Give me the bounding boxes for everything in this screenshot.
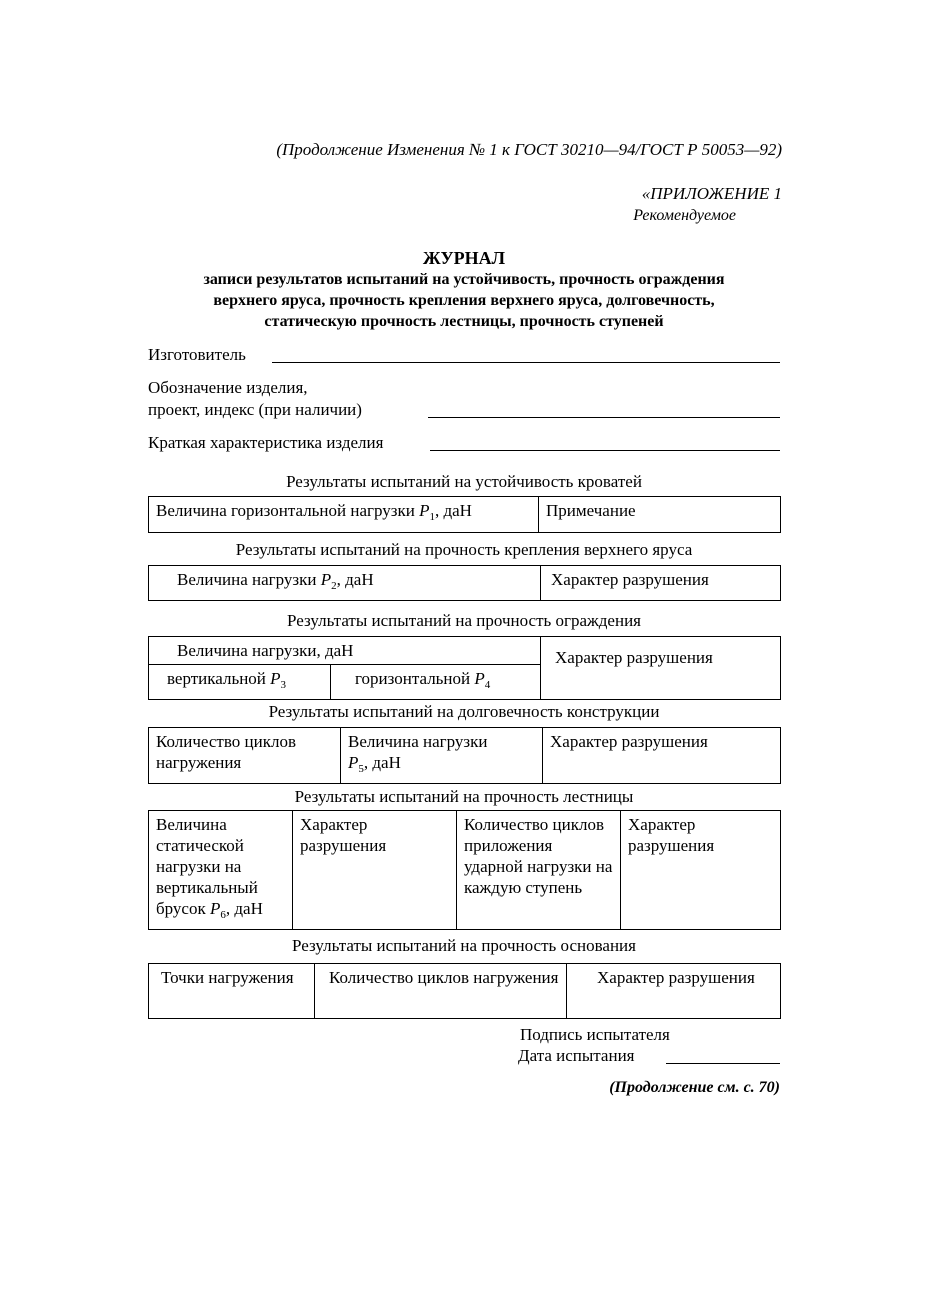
stability-table [148,496,781,533]
ladder-failure-header-2: Характер разрушения [621,811,781,930]
base-section-title: Результаты испытаний на прочность основания [292,936,636,955]
guard-table [148,636,781,700]
recommended-label: Рекомендуемое [633,207,736,224]
durability-cycles-header: Количество циклов нагружения [149,728,341,784]
designation-label-line1: Обозначение изделия, [148,378,308,397]
guard-horizontal-header: горизонтальной $P_4$ [331,665,541,700]
guard-section-title: Результаты испытаний на прочность ограждения [287,611,641,630]
appendix-label: «ПРИЛОЖЕНИЕ 1 [641,184,782,203]
ladder-impact-cycles-header: Количество циклов приложения ударной нагрузки на каждую ступень [457,811,621,930]
designation-line [428,417,780,418]
brief-line [430,450,780,451]
manufacturer-label: Изготовитель [148,345,246,364]
guard-failure-header: Характер разрушения [541,637,781,700]
date-label: Дата испытания [518,1046,635,1065]
guard-vertical-header: вертикальной $P_3$ [149,665,331,700]
designation-label-line2: проект, индекс (при наличии) [148,400,362,419]
signature-label: Подпись испытателя [520,1025,670,1044]
continuation-footer: (Продолжение см. с. 70) [609,1079,780,1096]
durability-failure-header: Характер разрушения [543,728,781,784]
base-table [148,963,781,1019]
upper-fix-section-title: Результаты испытаний на прочность крепления верхнего яруса [235,540,693,559]
manufacturer-line [272,362,780,363]
upper-fix-failure-header: Характер разрушения [541,566,781,601]
base-failure-header: Характер разрушения [567,964,781,1019]
durability-table [148,727,781,784]
ladder-failure-header-1: Характер разрушения [293,811,457,930]
guard-load-header: Величина нагрузки, даН [149,637,541,665]
upper-fix-load-header: Величина нагрузки $P_2$, даН [149,566,541,601]
stability-load-header: Величина горизонтальной нагрузки $P_1$, даН [149,497,539,533]
journal-subtitle-line2: верхнего яруса, прочность крепления верхнего яруса, долговечность, [213,292,715,309]
upper-fix-table [148,565,781,601]
durability-section-title: Результаты испытаний на долговечность конструкции [268,702,660,721]
ladder-static-load-header: Величина статической нагрузки на вертикальный брусок $P_6$, даН [149,811,293,930]
stability-section-title: Результаты испытаний на устойчивость кроватей [286,472,642,491]
durability-load-header: Величина нагрузки $P_5$, даН [341,728,543,784]
journal-subtitle-line3: статическую прочность лестницы, прочность ступеней [264,313,664,330]
base-cycles-header: Количество циклов нагружения [315,964,567,1019]
brief-label: Краткая характеристика изделия [148,433,384,452]
base-points-header: Точки нагружения [149,964,315,1019]
ladder-section-title: Результаты испытаний на прочность лестницы [294,787,634,806]
continuation-header: (Продолжение Изменения № 1 к ГОСТ 30210—94/ГОСТ Р 50053—92) [276,140,782,159]
ladder-table [148,810,781,930]
journal-subtitle-line1: записи результатов испытаний на устойчивость, прочность ограждения [203,271,725,288]
journal-title: ЖУРНАЛ [422,248,506,268]
stability-note-header: Примечание [539,497,781,533]
date-line [666,1063,780,1064]
